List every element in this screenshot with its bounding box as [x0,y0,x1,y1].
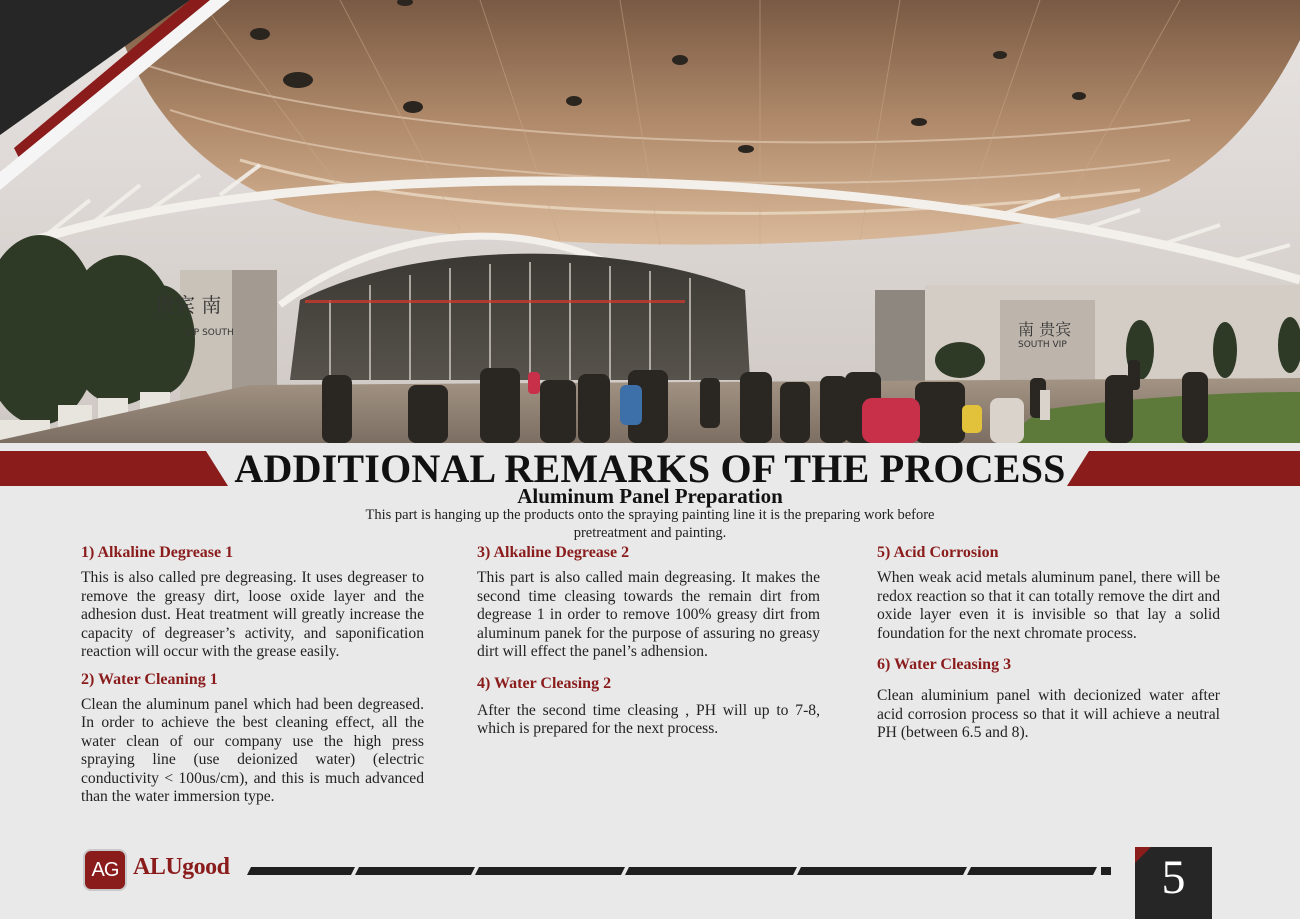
logo-mark: AG [83,849,127,891]
section-heading: 4) Water Cleasing 2 [477,674,612,692]
title-band-right [1067,451,1300,486]
brand-logo [83,849,233,893]
photo-sign-left: 贵宾 南 [155,293,222,317]
column-1 [81,543,424,815]
decorative-dashed-line [247,866,1117,878]
page-number-box [1135,847,1212,919]
section-body: Clean aluminium panel with decionized water after acid corrosion process so that it will achieve a neutral PH (between 6.5 and 8). [877,687,1220,741]
page-subtitle: Aluminum Panel Preparation [517,484,783,508]
photo-sign-right: 南 贵宾 [1018,320,1072,339]
column-2 [477,543,820,747]
section-heading: 3) Alkaline Degrease 2 [477,544,630,561]
photo-sign-left-sub: VIP SOUTH [185,328,234,338]
section-body: This is also called pre degreasing. It uses degreaser to remove the greasy dirt, loose oxide layer and the adhesion dust. Heat treatment will greatly increase the capacity of degreaser’s activity, and saponification reaction will occur with the grease easily. [81,569,424,660]
section-body: When weak acid metals aluminum panel, there will be redox reaction so that it can totally remove the dirt and oxide layer even it is invisible so that lay a solid foundation for the next chromate process. [877,569,1220,642]
section-heading: 1) Alkaline Degrease 1 [81,544,234,561]
page-title: ADDITIONAL REMARKS OF THE PROCESS [234,446,1066,491]
page-number: 5 [1161,851,1186,904]
logo-wordmark: ALUgood [133,854,230,880]
section-body: After the second time cleasing , PH will up to 7-8, which is prepared for the next process. [477,701,820,737]
section-heading: 6) Water Cleasing 3 [877,656,1012,673]
stadium-illustration [0,0,1300,443]
section-body: This part is also called main degreasing. It makes the second time cleasing towards the remain dirt from degrease 1 in order to remove 100% greasy dirt from aluminum panek for the purpose of assuring no greasy dirt will effect the panel’s adhension. [477,569,820,660]
title-band-left [0,451,228,486]
photo-sign-right-sub: SOUTH VIP [1018,340,1067,350]
section-body: Clean the aluminum panel which had been degreased. In order to achieve the best cleaning effect, all the water clean of our company use the high press spraying line (use deionized water) (electric conductivity < 100us/cm), and this is much advanced than the water immersion type. [81,695,424,805]
hero-photo [0,0,1300,443]
column-3 [877,543,1220,751]
section-heading: 2) Water Cleaning 1 [81,670,218,688]
section-heading: 5) Acid Corrosion [877,544,999,561]
intro-text: This part is hanging up the products onto the spraying painting line it is the preparing work before pretreatment and painting. [365,507,935,541]
